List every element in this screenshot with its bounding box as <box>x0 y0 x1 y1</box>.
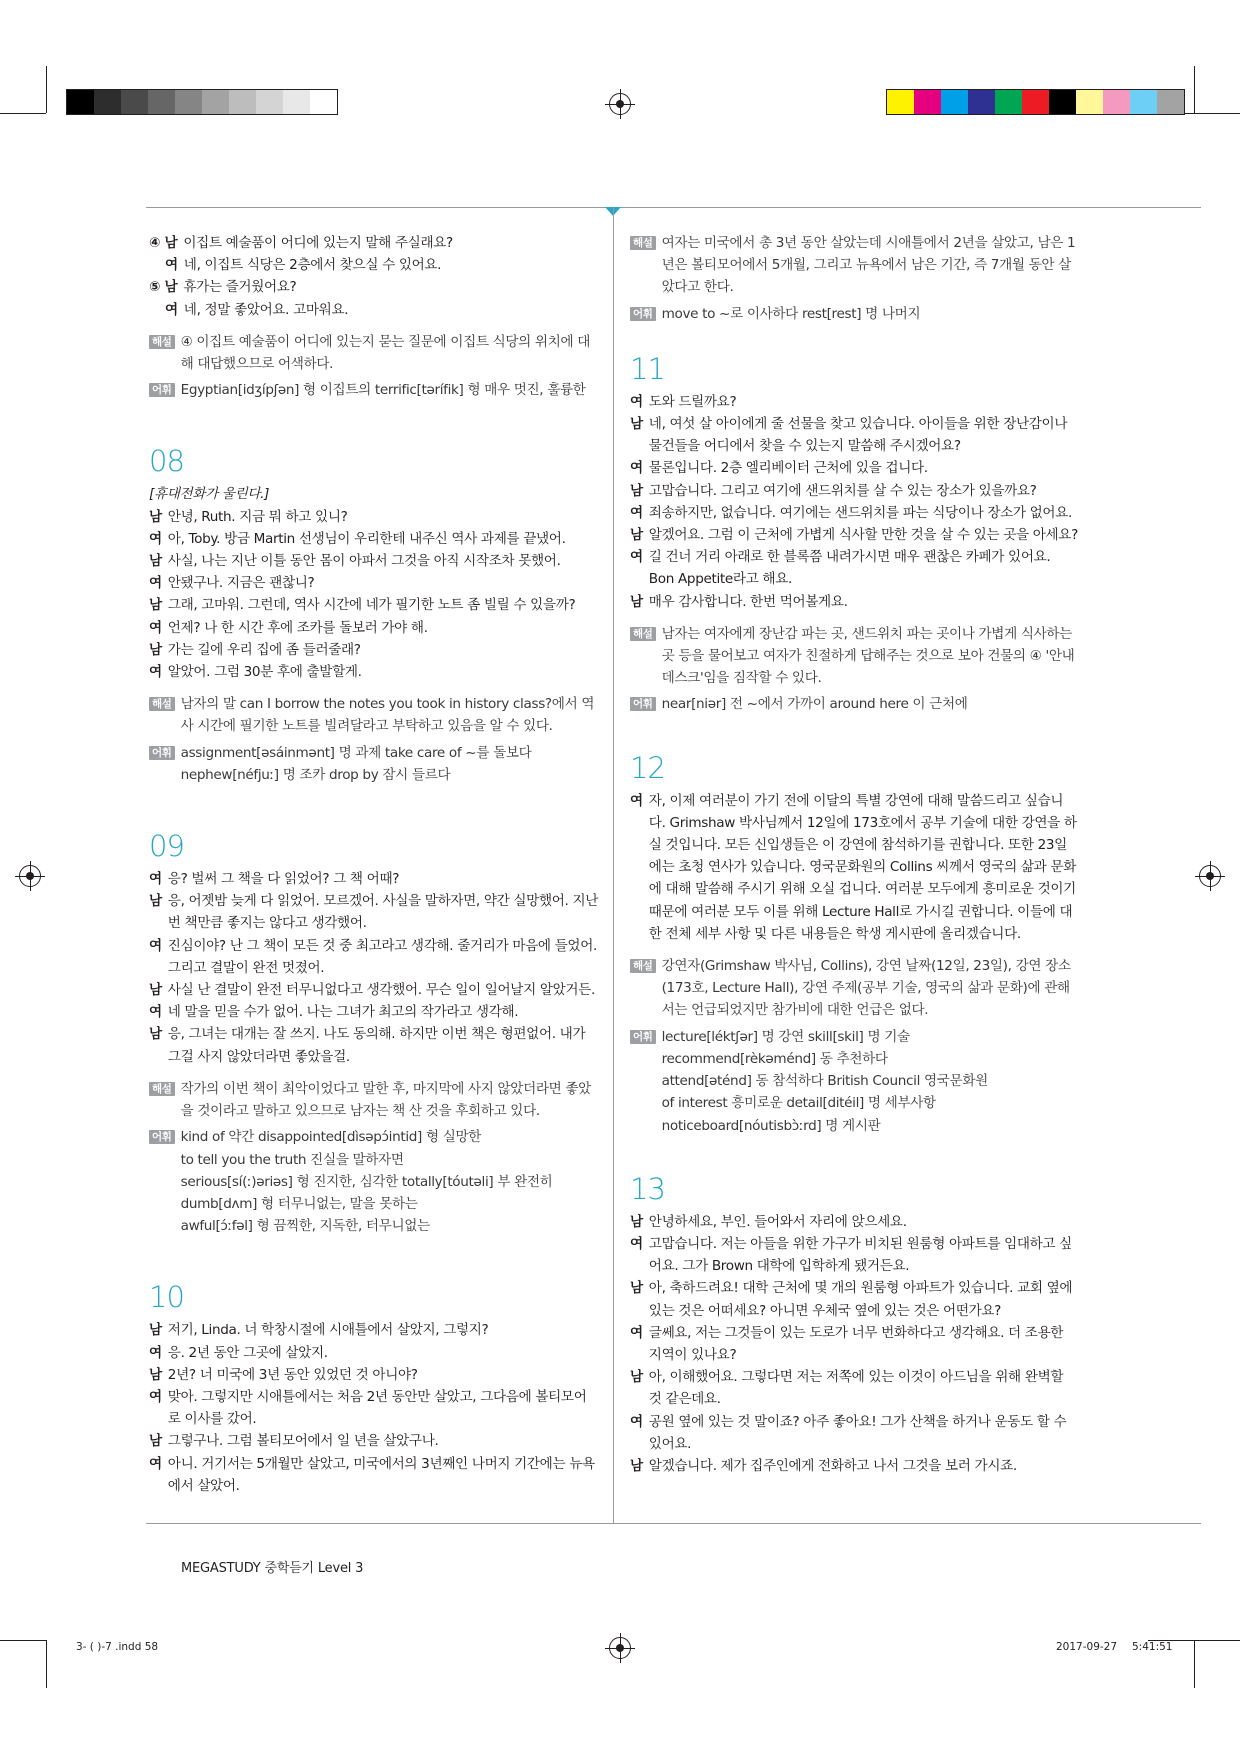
s11-vocab <box>630 693 1078 715</box>
scene-direction: [휴대전화가 울린다.] <box>149 486 270 503</box>
speaker-label: 여 <box>630 549 643 566</box>
speaker-label: 여 <box>630 504 643 521</box>
vocab-tag: 어휘 <box>630 307 656 321</box>
dialogue-text: 응, 그녀는 대개는 잘 쓰지. 나도 동의해. 하지만 이번 책은 형편없어. 내가 그걸 사지 않았더라면 좋았을걸. <box>167 1026 586 1065</box>
vocab-tag: 어휘 <box>630 697 656 711</box>
s09-vocab <box>149 1126 599 1237</box>
dialogue-line <box>149 232 599 254</box>
dialogue-text: 저기, Linda. 너 학창시절에 시애틀에서 살았지, 그렇지? <box>167 1322 489 1339</box>
dialogue-text: 공원 옆에 있는 것 말이죠? 아주 좋아요! 그가 산책을 하거나 운동도 할 수 있어요. <box>648 1413 1067 1452</box>
dialogue-line <box>630 1366 1078 1410</box>
speaker-label: 여 <box>630 792 643 809</box>
dialogue-text: 길 건너 거리 아래로 한 블록쯤 내려가시면 매우 괜찮은 카페가 있어요. Bon Appetite라고 해요. <box>648 549 1051 588</box>
dialogue-line <box>630 1322 1078 1366</box>
dialogue-text: 알겠어요. 그럼 이 근처에 가볍게 식사할 만한 것을 살 수 있는 곳을 아세요? <box>648 527 1078 544</box>
dialogue-line <box>630 457 1078 479</box>
dialogue-text: 아, 축하드려요! 대학 근처에 몇 개의 원룸형 아파트가 있습니다. 교회 옆에 있는 것은 어떠세요? 아니면 우체국 옆에 있는 것은 어떤가요? <box>648 1280 1073 1319</box>
speaker-label: 남 <box>630 416 643 433</box>
dialogue-text: 네, 정말 좋았어요. 고마워요. <box>183 301 349 318</box>
grayscale-calibration-bar <box>66 89 338 115</box>
dialogue-line <box>149 506 599 528</box>
explain-tag: 해설 <box>630 959 656 973</box>
explain-text: 여자는 미국에서 총 3년 동안 살았는데 시애틀에서 2년을 살았고, 남은 1년은 볼티모어에서 5개월, 그리고 뉴욕에서 남은 기간, 즉 7개월 동안 살았다고 한다. <box>661 235 1076 296</box>
dialogue-text: 아, Toby. 방금 Martin 선생님이 우리한테 내주신 역사 과제를 끝냈어. <box>167 530 566 547</box>
gray-swatch <box>202 90 229 114</box>
dialogue-line <box>149 1342 599 1364</box>
speaker-label: 여 <box>149 1344 162 1361</box>
color-swatch <box>887 90 914 114</box>
dialogue-line <box>149 1386 599 1430</box>
dialogue-line <box>630 524 1078 546</box>
vocab-line: noticeboard[nóutisbɔ̀ːrd] 명 게시판 <box>661 1117 881 1134</box>
explain-text: 남자의 말 can I borrow the notes you took in history class?에서 역사 시간에 필기한 노트를 빌려달라고 부탁하고 있음을 알 수 있다. <box>180 696 595 735</box>
section-10-dialogue <box>149 1319 599 1497</box>
dialogue-line <box>149 254 599 276</box>
speaker-label: 여 <box>165 257 178 274</box>
speaker-label: 남 <box>149 1322 162 1339</box>
dialogue-text: 휴가는 즐거웠어요? <box>183 279 297 296</box>
gray-swatch <box>121 90 148 114</box>
dialogue-line <box>149 1001 599 1023</box>
dialogue-line <box>149 299 599 321</box>
speaker-label: 여 <box>630 393 643 410</box>
explain-text: ④ 이집트 예술품이 어디에 있는지 묻는 질문에 이집트 식당의 위치에 대해 대답했으므로 어색하다. <box>180 333 591 373</box>
dialogue-line <box>630 1233 1078 1277</box>
dialogue-text: 사실, 나는 지난 이틀 동안 몸이 아파서 그것을 아직 시작조차 못했어. <box>167 553 561 570</box>
dialogue-line <box>630 1411 1078 1455</box>
vocab-tag: 어휘 <box>149 746 175 760</box>
explain-text: 작가의 이번 책이 최악이었다고 말한 후, 마지막에 사지 않았더라면 좋았을 것이라고 말하고 있으므로 남자는 책 산 것을 후회하고 있다. <box>180 1080 591 1120</box>
gray-swatch <box>175 90 202 114</box>
color-swatch <box>914 90 941 114</box>
section-number-10: 10 <box>149 1280 184 1315</box>
vocab-line: recommend[rèkəménd] 동 추천하다 <box>661 1050 888 1067</box>
dialogue-text: 응? 벌써 그 책을 다 읽었어? 그 책 어때? <box>167 871 400 888</box>
crop-mark <box>1194 66 1195 113</box>
speaker-label: 여 <box>149 1455 162 1472</box>
s08-vocab <box>149 742 599 786</box>
section-12-dialogue <box>630 790 1078 945</box>
dialogue-line <box>149 1430 599 1452</box>
speaker-label: 여 <box>149 575 162 592</box>
s07-vocab <box>149 379 599 401</box>
dialogue-text: 안녕, Ruth. 지금 뭐 하고 있니? <box>167 508 348 525</box>
gray-swatch <box>67 90 94 114</box>
section-number-13: 13 <box>630 1171 665 1206</box>
section-09-dialogue <box>149 868 599 1068</box>
vocab-line: serious[sí(ː)əriəs] 형 진지한, 심각한 totally[tóutəli] 부 완전히 <box>180 1173 553 1190</box>
speaker-label: 여 <box>630 1413 643 1430</box>
dialogue-text: 고맙습니다. 저는 아들을 위한 가구가 비치된 원룸형 아파트를 임대하고 싶어요. 그가 Brown 대학에 입학하게 됐거든요. <box>648 1235 1072 1275</box>
dialogue-text: 그렇구나. 그럼 볼티모어에서 일 년을 살았구나. <box>167 1433 439 1450</box>
s12-vocab <box>630 1026 1078 1137</box>
vocab-tag: 어휘 <box>630 1030 656 1044</box>
dialogue-text: 응, 어젯밤 늦게 다 읽었어. 모르겠어. 사실을 말하자면, 약간 실망했어. 지난번 책만큼 좋지는 않다고 생각했어. <box>167 893 599 932</box>
dialogue-line <box>149 550 599 572</box>
color-swatch <box>1076 90 1103 114</box>
vocab-text: move to ~로 이사하다 rest[rest] 명 나머지 <box>661 305 921 322</box>
dialogue-text: 그래, 고마워. 그런데, 역사 시간에 네가 필기한 노트 좀 빌릴 수 있을까? <box>167 597 576 614</box>
section-13-dialogue <box>630 1211 1078 1477</box>
dialogue-line <box>630 591 1078 613</box>
right-column <box>630 232 1078 1477</box>
section-number-12: 12 <box>630 750 665 785</box>
dialogue-line <box>149 935 599 979</box>
crop-mark <box>1194 1640 1195 1688</box>
explain-tag: 해설 <box>630 236 656 250</box>
speaker-label: 남 <box>630 1280 643 1297</box>
color-swatch <box>941 90 968 114</box>
speaker-label: ⑤ 남 <box>149 279 178 296</box>
speaker-label: 남 <box>149 982 162 999</box>
s09-explanation <box>149 1078 599 1122</box>
dialogue-text: 자, 이제 여러분이 가기 전에 이달의 특별 강연에 대해 말씀드리고 싶습니다. Grimshaw 박사님께서 12일에 173호에서 공부 기술에 대한 강연을 하실 것입니다. 모든 신입생들은 이 강연에 참석하기를 권합니다. 또한 23일에는 초청 연사가 있습니다. 영국문화원의 Collins 씨께서 영국의 삶과 문화에 대해 말씀해 주시기 위해 오실 겁니다. 여러분 모두에게 흥미로운 것이기 때문에 여러분 모두 이를 위해 Lecture Hall로 가시길 권합니다. 이들에 대한 전체 세부 사항 및 다른 내용들은 학생 게시판에 올리겠습니다. <box>648 792 1077 942</box>
dialogue-text: 안녕하세요, 부인. 들어와서 자리에 앉으세요. <box>648 1213 907 1230</box>
speaker-label: 남 <box>149 597 162 614</box>
dialogue-line <box>149 276 599 298</box>
explain-tag: 해설 <box>149 697 175 711</box>
color-swatch <box>995 90 1022 114</box>
s10-vocab <box>630 303 1078 325</box>
color-swatch <box>1103 90 1130 114</box>
dialogue-text: 알았어. 그럼 30분 후에 출발할게. <box>167 664 362 681</box>
s08-explanation <box>149 693 599 737</box>
dialogue-line <box>630 413 1078 457</box>
gray-swatch <box>283 90 310 114</box>
gray-swatch <box>310 90 337 114</box>
dialogue-line <box>149 528 599 550</box>
speaker-label: 남 <box>630 593 643 610</box>
explain-tag: 해설 <box>149 335 175 349</box>
dialogue-line <box>630 480 1078 502</box>
dialogue-text: 네 말을 믿을 수가 없어. 나는 그녀가 최고의 작가라고 생각해. <box>167 1004 519 1021</box>
dialogue-text: 글쎄요, 저는 그것들이 있는 도로가 너무 번화하다고 생각해요. 더 조용한 지역이 있나요? <box>648 1324 1064 1363</box>
speaker-label: 여 <box>165 301 178 318</box>
dialogue-line <box>149 1453 599 1497</box>
speaker-label: 남 <box>630 1457 643 1474</box>
speaker-label: 여 <box>149 619 162 636</box>
vocab-line: to tell you the truth 진실을 말하자면 <box>180 1151 404 1168</box>
speaker-label: 여 <box>630 1324 643 1341</box>
explain-text: 남자는 여자에게 장난감 파는 곳, 샌드위치 파는 곳이나 가볍게 식사하는 곳 등을 물어보고 여자가 친절하게 답해주는 것으로 보아 건물의 ④ '안내 데스크'임을 짐작할 수 있다. <box>661 625 1075 687</box>
color-swatch <box>1049 90 1076 114</box>
column-divider <box>613 207 614 1523</box>
speaker-label: 여 <box>149 530 162 547</box>
dialogue-text: 가는 길에 우리 집에 좀 들러줄래? <box>167 641 361 658</box>
dialogue-text: 사실 난 결말이 완전 터무니없다고 생각했어. 무슨 일이 일어날지 알았거든. <box>167 982 595 999</box>
speaker-label: 남 <box>630 1369 643 1386</box>
dialogue-line <box>630 502 1078 524</box>
slug-date: 2017-09-27 <box>1056 1641 1118 1653</box>
vocab-line: attend[əténd] 동 참석하다 British Council 영국문화원 <box>661 1073 988 1090</box>
speaker-label: 남 <box>630 1213 643 1230</box>
registration-mark-icon <box>1199 865 1221 887</box>
crop-mark <box>0 113 46 114</box>
vocab-line: nephew[néfjuː] 명 조카 drop by 잠시 들르다 <box>180 766 451 783</box>
dialogue-text: 진심이야? 난 그 책이 모든 것 중 최고라고 생각해. 줄거리가 마음에 들었어. 그리고 결말이 완전 멋졌어. <box>167 937 597 976</box>
dialogue-line <box>149 572 599 594</box>
speaker-label: 남 <box>149 893 162 910</box>
color-swatch <box>1022 90 1049 114</box>
dialogue-text: 물론입니다. 2층 엘리베이터 근처에 있을 겁니다. <box>648 460 928 477</box>
dialogue-line <box>630 1277 1078 1321</box>
color-calibration-bar <box>886 89 1185 115</box>
speaker-label: 남 <box>630 527 643 544</box>
speaker-label: 남 <box>149 1433 162 1450</box>
speaker-label: 남 <box>149 508 162 525</box>
dialogue-line <box>149 868 599 890</box>
dialogue-text: 고맙습니다. 그리고 여기에 샌드위치를 살 수 있는 장소가 있을까요? <box>648 482 1037 499</box>
slug-file-name: 3- ( )-7 .indd 58 <box>76 1641 159 1653</box>
dialogue-text: 네, 여섯 살 아이에게 줄 선물을 찾고 있습니다. 아이들을 위한 장난감이나 물건들을 어디에서 찾을 수 있는지 말씀해 주시겠어요? <box>648 416 1068 455</box>
registration-mark-icon <box>609 1637 631 1659</box>
section-08-dialogue <box>149 506 599 684</box>
speaker-label: 여 <box>149 1388 162 1405</box>
speaker-label: 여 <box>630 460 643 477</box>
explain-tag: 해설 <box>630 627 656 641</box>
registration-mark-icon <box>19 865 41 887</box>
dialogue-text: 언제? 나 한 시간 후에 조카를 돌보러 가야 해. <box>167 619 428 636</box>
section-07-dialogue <box>149 232 599 321</box>
vocab-line: kind of 약간 disappointed[dìsəpɔ́intid] 형 실망한 <box>180 1129 482 1146</box>
dialogue-text: 매우 감사합니다. 한번 먹어볼게요. <box>648 593 848 610</box>
dialogue-line <box>149 979 599 1001</box>
dialogue-line <box>149 594 599 616</box>
color-swatch <box>1130 90 1157 114</box>
left-column <box>149 232 599 1497</box>
vocab-line: dumb[dʌm] 형 터무니없는, 말을 못하는 <box>180 1195 418 1212</box>
dialogue-text: 도와 드릴까요? <box>648 393 737 410</box>
registration-mark-icon <box>609 93 631 115</box>
s12-explanation <box>630 955 1078 1022</box>
section-number-08: 08 <box>149 444 184 479</box>
vocab-tag: 어휘 <box>149 1130 175 1144</box>
color-swatch <box>968 90 995 114</box>
speaker-label: 여 <box>149 937 162 954</box>
dialogue-text: 아, 이해했어요. 그렇다면 저는 저쪽에 있는 이것이 아드님을 위해 완벽할 것 같은데요. <box>648 1369 1064 1408</box>
crop-mark <box>46 1640 47 1688</box>
crop-mark <box>1194 113 1240 114</box>
dialogue-line <box>630 546 1078 590</box>
section-11-dialogue <box>630 391 1078 613</box>
gray-swatch <box>94 90 121 114</box>
dialogue-text: 2년? 너 미국에 3년 동안 있었던 것 아니야? <box>167 1366 418 1383</box>
dialogue-text: 이집트 예술품이 어디에 있는지 말해 주실래요? <box>183 235 453 251</box>
dialogue-line <box>149 1319 599 1341</box>
vocab-line: of interest 흥미로운 detail[ditéil] 명 세부사항 <box>661 1095 936 1112</box>
speaker-label: 여 <box>630 1235 643 1252</box>
s11-explanation <box>630 623 1078 690</box>
top-rule <box>146 207 1201 208</box>
dialogue-line <box>630 790 1078 945</box>
section-number-09: 09 <box>149 829 184 864</box>
speaker-label: ④ 남 <box>149 235 178 251</box>
dialogue-text: 죄송하지만, 없습니다. 여기에는 샌드위치를 파는 식당이나 장소가 없어요. <box>648 504 1072 521</box>
vocab-text: Egyptian[idʒípʃən] 형 이집트의 terrific[tərífik] 형 매우 멋진, 훌륭한 <box>180 382 586 399</box>
dialogue-line <box>630 1211 1078 1233</box>
explain-text: 강연자(Grimshaw 박사님, Collins), 강연 날짜(12일, 23일), 강연 장소(173호, Lecture Hall), 강연 주제(공부 기술, 영국의 삶과 문화)에 관해서는 언급되었지만 참가비에 대한 언급은 없다. <box>661 958 1071 1019</box>
speaker-label: 남 <box>149 1026 162 1043</box>
speaker-label: 남 <box>149 1366 162 1383</box>
speaker-label: 여 <box>149 871 162 888</box>
color-swatch <box>1157 90 1184 114</box>
vocab-line: lecture[léktʃər] 명 강연 skill[skil] 명 기술 <box>661 1028 910 1045</box>
speaker-label: 남 <box>149 553 162 570</box>
vocab-text: near[niər] 전 ~에서 가까이 around here 이 근처에 <box>661 696 968 713</box>
dialogue-line <box>149 661 599 683</box>
dialogue-text: 알겠습니다. 제가 집주인에게 전화하고 나서 그것을 보러 가시죠. <box>648 1457 1017 1474</box>
dialogue-line <box>149 639 599 661</box>
speaker-label: 여 <box>149 1004 162 1021</box>
speaker-label: 여 <box>149 664 162 681</box>
s07-explanation <box>149 331 599 375</box>
section-number-11: 11 <box>630 351 665 386</box>
gray-swatch <box>148 90 175 114</box>
dialogue-line <box>630 1455 1078 1477</box>
vocab-line: assignment[əsáinmənt] 명 과제 take care of ~를 돌보다 <box>180 744 532 761</box>
vocab-line: awful[ɔ́ːfəl] 형 끔찍한, 지독한, 터무니없는 <box>180 1218 430 1235</box>
dialogue-line <box>149 890 599 934</box>
vocab-tag: 어휘 <box>149 383 175 397</box>
gray-swatch <box>229 90 256 114</box>
footer-book-title: MEGASTUDY 중학듣기 Level 3 <box>181 1561 364 1576</box>
dialogue-text: 네, 이집트 식당은 2층에서 찾으실 수 있어요. <box>183 257 442 274</box>
crop-mark <box>0 1640 46 1641</box>
gray-swatch <box>256 90 283 114</box>
dialogue-line <box>149 617 599 639</box>
crop-mark <box>46 66 47 113</box>
dialogue-line <box>630 391 1078 413</box>
slug-time: 5:41:51 <box>1132 1641 1173 1653</box>
bottom-rule <box>146 1523 1201 1524</box>
explain-tag: 해설 <box>149 1082 175 1096</box>
dialogue-text: 맞아. 그렇지만 시애틀에서는 처음 2년 동안만 살았고, 그다음에 볼티모어로 이사를 갔어. <box>167 1388 587 1428</box>
dialogue-line <box>149 1023 599 1067</box>
speaker-label: 남 <box>630 482 643 499</box>
s10-explanation <box>630 232 1078 299</box>
crop-mark <box>1194 1640 1240 1641</box>
dialogue-text: 응. 2년 동안 그곳에 살았지. <box>167 1344 328 1361</box>
dialogue-text: 안됐구나. 지금은 괜찮니? <box>167 575 315 592</box>
speaker-label: 남 <box>149 641 162 658</box>
dialogue-text: 아니. 거기서는 5개월만 살았고, 미국에서의 3년째인 나머지 기간에는 뉴욕에서 살았어. <box>167 1455 595 1494</box>
dialogue-line <box>149 1364 599 1386</box>
